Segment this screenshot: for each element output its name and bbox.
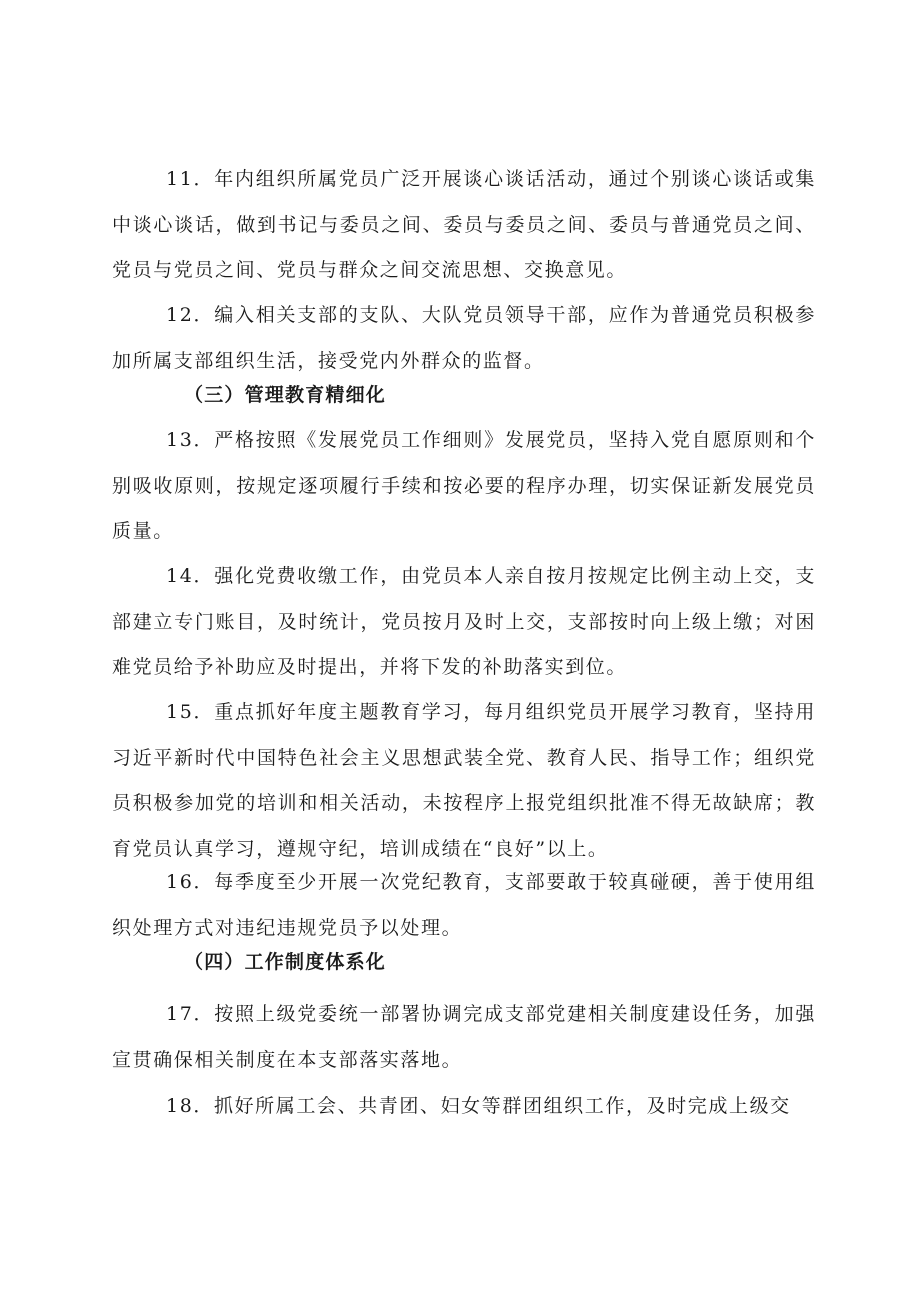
section-heading-4: （四）工作制度体系化 [184,951,387,973]
paragraph-item-17: 17．按照上级党委统一部署协调完成支部党建相关制度建设任务，加强宣贯确保相关制度在本支部落实落地。 [112,1003,816,1071]
paragraph-item-16: 16．每季度至少开展一次党纪教育，支部要敢于较真碰硬，善于使用组织处理方式对违纪违规党员予以处理。 [112,871,816,939]
paragraph-item-12: 12．编入相关支部的支队、大队党员领导干部，应作为普通党员积极参加所属支部组织生活，接受党内外群众的监督。 [112,304,816,372]
paragraph-item-14: 14．强化党费收缴工作，由党员本人亲自按月按规定比例主动上交，支部建立专门账目，及时统计，党员按月及时上交，支部按时向上级上缴；对困难党员给予补助应及时提出，并将下发的补助落实到位。 [112,565,816,678]
paragraph-item-13: 13．严格按照《发展党员工作细则》发展党员，坚持入党自愿原则和个别吸收原则，按规定逐项履行手续和按必要的程序办理，切实保证新发展党员质量。 [112,429,816,542]
paragraph-item-15: 15．重点抓好年度主题教育学习，每月组织党员开展学习教育，坚持用习近平新时代中国特色社会主义思想武装全党、教育人民、指导工作；组织党员积极参加党的培训和相关活动，未按程序上报党组织批准不得无故缺席；教育党员认真学习，遵规守纪，培训成绩在“良好”以上。 [112,701,816,860]
paragraph-item-11: 11．年内组织所属党员广泛开展谈心谈话活动，通过个别谈心谈话或集中谈心谈话，做到书记与委员之间、委员与委员之间、委员与普通党员之间、党员与党员之间、党员与群众之间交流思想、交换意见。 [112,168,816,281]
paragraph-item-18: 18．抓好所属工会、共青团、妇女等群团组织工作，及时完成上级交 [166,1095,791,1117]
section-heading-3: （三）管理教育精细化 [184,384,387,406]
